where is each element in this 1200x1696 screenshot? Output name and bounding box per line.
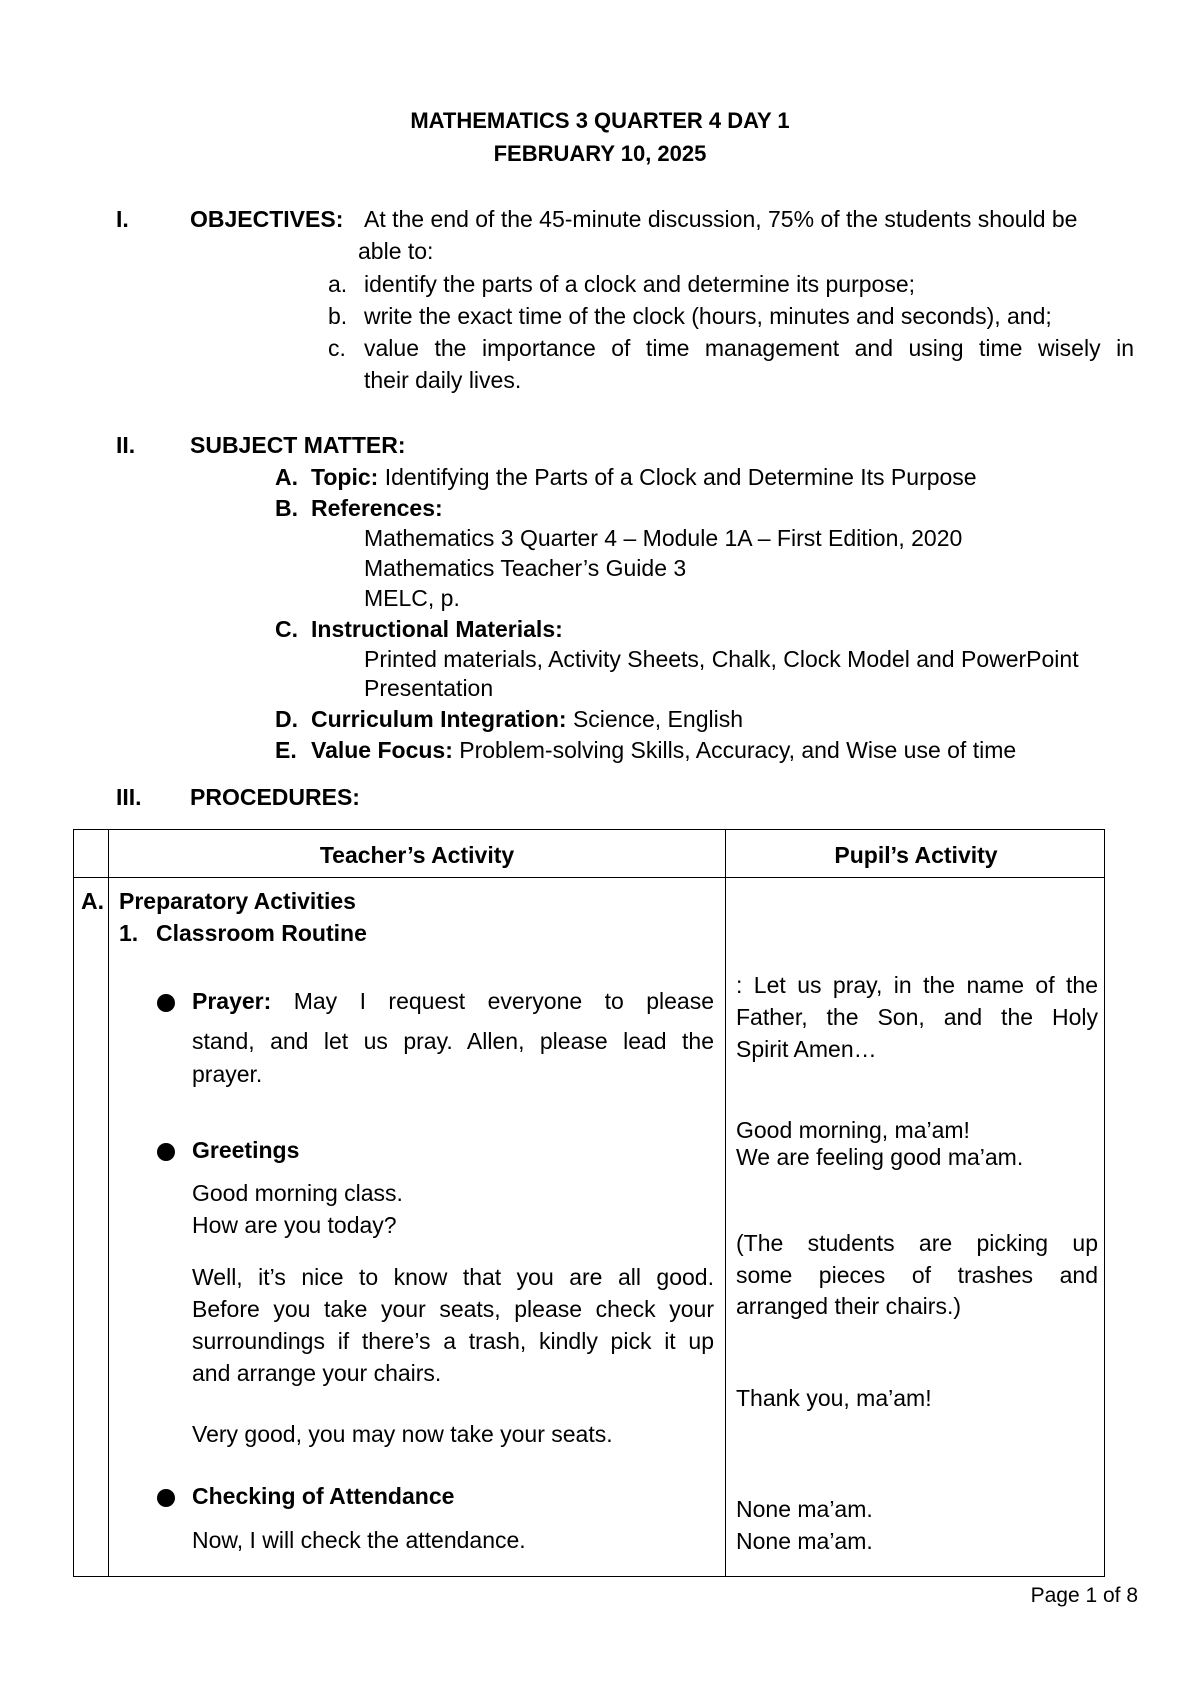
procedures-heading: PROCEDURES: [190, 784, 360, 810]
reference-2: Mathematics Teacher’s Guide 3 [364, 555, 687, 581]
value-focus-label: Value Focus: [311, 737, 453, 763]
topic-row [311, 464, 977, 491]
greetings-bullet-icon [157, 1143, 175, 1161]
prayer-line3: prayer. [192, 1061, 263, 1087]
document-date: FEBRUARY 10, 2025 [493, 141, 707, 166]
prayer-label: Prayer: [192, 988, 272, 1014]
value-focus-letter: E. [275, 737, 297, 763]
references-letter: B. [275, 495, 298, 521]
objective-c-text-line2: their daily lives. [364, 367, 522, 393]
value-focus-value: Problem-solving Skills, Accuracy, and Wise use of time [459, 737, 1017, 763]
subject-matter-numeral: II. [116, 432, 136, 458]
objectives-numeral: I. [116, 206, 129, 232]
materials-letter: C. [275, 616, 298, 642]
procedures-numeral: III. [116, 784, 142, 810]
attendance-response-line2: None ma’am. [736, 1528, 873, 1554]
greetings-line1: Good morning class. [192, 1180, 403, 1206]
value-focus-row [311, 737, 1016, 764]
trash-response-line1: (The students are picking up [736, 1230, 1098, 1256]
seats-instruction: Very good, you may now take your seats. [192, 1421, 613, 1447]
trash-response-line2: some pieces of trashes and [736, 1262, 1098, 1288]
prayer-line1-text: May I request everyone to please [293, 988, 714, 1014]
materials-label: Instructional Materials: [311, 616, 563, 642]
topic-label: Topic: [311, 464, 379, 490]
reference-1: Mathematics 3 Quarter 4 – Module 1A – First Edition, 2020 [364, 525, 963, 551]
col-header-pupil: Pupil’s Activity [834, 842, 998, 868]
prayer-response-line2: Father, the Son, and the Holy [736, 1004, 1098, 1030]
prayer-line2: stand, and let us pray. Allen, please lead the [192, 1028, 714, 1054]
table-divider-pupil [725, 830, 726, 1576]
prayer-response-line3: Spirit Amen… [736, 1036, 877, 1062]
integration-letter: D. [275, 706, 298, 732]
topic-letter: A. [275, 464, 298, 490]
integration-row [311, 706, 743, 733]
sub-title: Classroom Routine [156, 920, 367, 946]
objective-a-text: identify the parts of a clock and determine its purpose; [364, 271, 916, 297]
seats-response: Thank you, ma’am! [736, 1385, 932, 1411]
trash-instruction-line4: and arrange your chairs. [192, 1360, 442, 1386]
section-letter: A. [81, 888, 104, 914]
trash-response-line3: arranged their chairs.) [736, 1293, 961, 1319]
prayer-line1 [192, 988, 714, 1015]
page-number: Page 1 of 8 [1030, 1584, 1138, 1607]
section-title: Preparatory Activities [119, 888, 356, 914]
col-header-teacher: Teacher’s Activity [319, 842, 515, 868]
trash-instruction-line2: Before you take your seats, please check your [192, 1296, 714, 1322]
objective-b-text: write the exact time of the clock (hours, minutes and seconds), and; [364, 303, 1052, 329]
integration-label: Curriculum Integration: [311, 706, 567, 732]
trash-instruction-line1: Well, it’s nice to know that you are all good. [192, 1264, 714, 1290]
prayer-bullet-icon [157, 994, 175, 1012]
objective-c-letter: c. [328, 335, 346, 361]
attendance-line: Now, I will check the attendance. [192, 1527, 526, 1553]
prayer-response-line1: : Let us pray, in the name of the [736, 972, 1098, 998]
topic-value: Identifying the Parts of a Clock and Determine Its Purpose [384, 464, 977, 490]
materials-line2: Presentation [364, 675, 494, 701]
objective-c-text-line1: value the importance of time management and using time wisely in [364, 335, 1134, 361]
trash-instruction-line3: surroundings if there’s a trash, kindly pick it up [192, 1328, 714, 1354]
attendance-response-line1: None ma’am. [736, 1496, 873, 1522]
reference-3: MELC, p. [364, 585, 460, 611]
objectives-heading: OBJECTIVES: [190, 206, 344, 232]
objective-a-letter: a. [328, 271, 348, 297]
materials-line1: Printed materials, Activity Sheets, Chalk, Clock Model and PowerPoint [364, 646, 1079, 672]
sub-number: 1. [119, 920, 139, 946]
attendance-bullet-icon [157, 1489, 175, 1507]
greetings-label: Greetings [192, 1137, 300, 1163]
objectives-intro-line1: At the end of the 45-minute discussion, 75% of the students should be [364, 206, 1078, 232]
procedures-table [73, 829, 1105, 1577]
subject-matter-heading: SUBJECT MATTER: [190, 432, 406, 458]
greetings-response-line1: Good morning, ma’am! [736, 1117, 970, 1143]
document-title: MATHEMATICS 3 QUARTER 4 DAY 1 [410, 108, 790, 133]
objective-b-letter: b. [328, 303, 348, 329]
integration-value: Science, English [572, 706, 743, 732]
attendance-label: Checking of Attendance [192, 1483, 455, 1509]
greetings-response-line2: We are feeling good ma’am. [736, 1144, 1024, 1170]
table-header-divider [74, 877, 1104, 878]
objectives-intro-line2: able to: [358, 238, 434, 264]
references-label: References: [311, 495, 443, 521]
greetings-line2: How are you today? [192, 1212, 397, 1238]
table-divider-letter [108, 830, 109, 1576]
